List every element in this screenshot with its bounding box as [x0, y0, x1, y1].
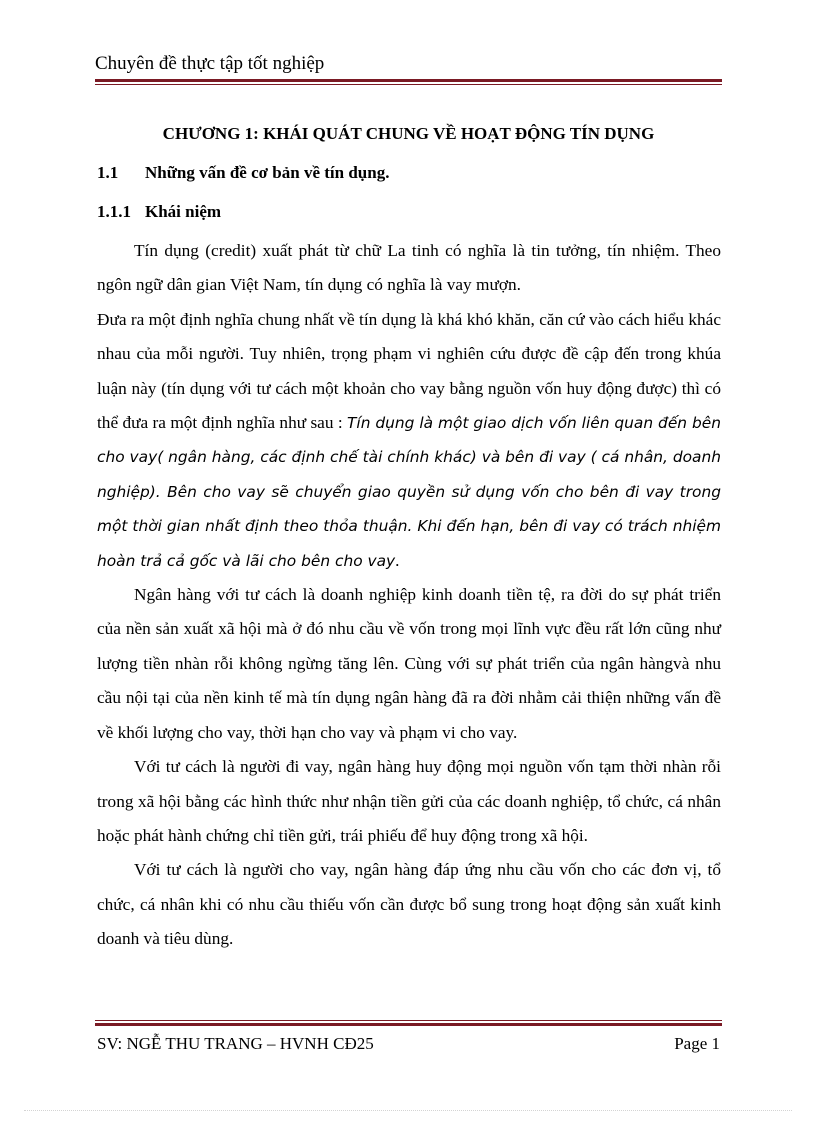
page-bottom-edge: [24, 1110, 792, 1111]
document-body: [97, 234, 721, 957]
paragraph-4: Với tư cách là người đi vay, ngân hàng huy động mọi nguồn vốn tạm thời nhàn rỗi trong xã hội bằng các hình thức như nhận tiền gửi của các doanh nghiệp, tổ chức, cá nhân hoặc phát hành chứng chỉ tiền gửi, trái phiếu để huy động trong xã hội.: [97, 757, 721, 845]
paragraph-5: Với tư cách là người cho vay, ngân hàng đáp ứng nhu cầu vốn cho các đơn vị, tổ chức, cá nhân khi có nhu cầu thiếu vốn cần được bổ sung trong hoạt động sản xuất kinh doanh và tiêu dùng.: [97, 860, 721, 949]
paragraph-3: Ngân hàng với tư cách là doanh nghiệp kinh doanh tiền tệ, ra đời do sự phát triển của nền sản xuất xã hội mà ở đó nhu cầu về vốn trong mọi lĩnh vực đều rất lớn cũng như lượng tiền nhàn rỗi không ngừng tăng lên. Cùng với sự phát triển của ngân hàngvà nhu cầu nội tại của nền kinh tế mà tín dụng ngân hàng đã ra đời nhằm cải thiện những vấn đề về khối lượng cho vay, thời hạn cho vay và phạm vi cho vay.: [97, 585, 721, 742]
subsection-title: Khái niệm: [145, 202, 222, 221]
chapter-title: CHƯƠNG 1: KHÁI QUÁT CHUNG VỀ HOẠT ĐỘNG TÍN DỤNG: [162, 124, 655, 143]
paragraph-2-end: .: [395, 550, 400, 570]
footer-student-info: SV: NGỄ THU TRANG – HVNH CĐ25: [97, 1034, 374, 1053]
section-heading-1-1-1: [97, 198, 221, 226]
section-title: Những vấn đề cơ bản về tín dụng.: [145, 163, 390, 182]
document-header-title: Chuyên đề thực tập tốt nghiệp: [95, 53, 325, 74]
subsection-number: 1.1.1: [97, 202, 131, 221]
footer-divider: [95, 1020, 722, 1026]
section-number: 1.1: [97, 163, 119, 182]
paragraph-1: Tín dụng (credit) xuất phát từ chữ La tinh có nghĩa là tin tưởng, tín nhiệm. Theo ngôn ngữ dân gian Việt Nam, tín dụng có nghĩa là vay mượn.: [97, 241, 721, 295]
header-divider: [95, 79, 722, 85]
paragraph-2: [97, 303, 721, 578]
credit-definition: Tín dụng là một giao dịch vốn liên quan đến bên cho vay( ngân hàng, các định chế tài chính khác) và bên đi vay ( cá nhân, doanh nghiệp). Bên cho vay sẽ chuyển giao quyền sử dụng vốn cho bên đi vay trong một thời gian nhất định theo thỏa thuận. Khi đến hạn, bên đi vay có trách nhiệm hoàn trả cả gốc và lãi cho bên cho vay: [97, 414, 721, 570]
paragraph-2-text: Đưa ra một định nghĩa chung nhất về tín dụng là khá khó khăn, căn cứ vào cách hiểu khác nhau của mỗi người. Tuy nhiên, trọng phạm vi nghiên cứu được đề cập đến trong khúa luận này (tín dụng với tư cách một khoản cho vay bằng nguồn vốn huy động được) thì có thể đưa ra một định nghĩa như sau :: [97, 309, 721, 433]
section-heading-1-1: [97, 159, 389, 187]
page-number: Page 1: [674, 1034, 720, 1053]
